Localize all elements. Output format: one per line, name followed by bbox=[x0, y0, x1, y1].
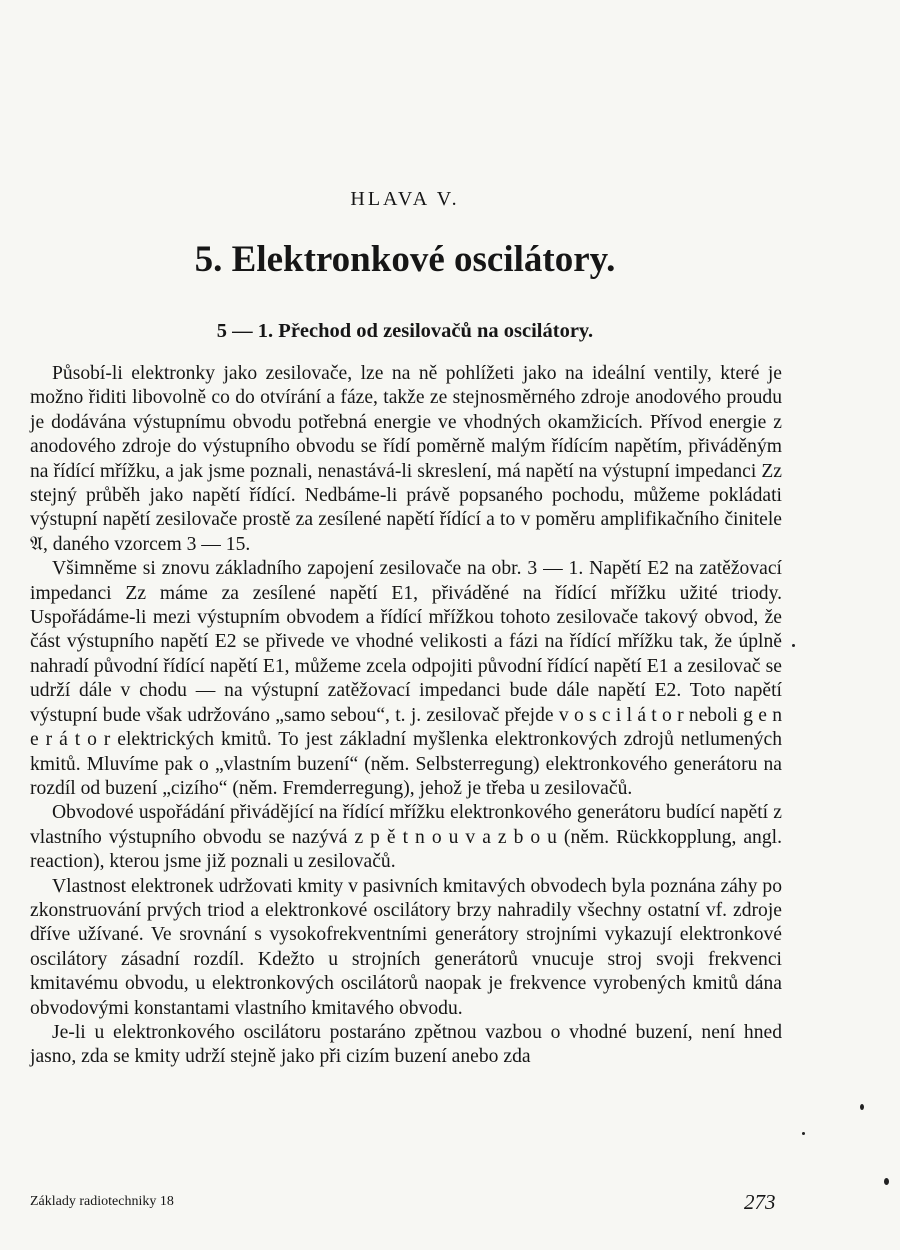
print-speck bbox=[860, 1104, 864, 1110]
chapter-title: 5. Elektronkové oscilátory. bbox=[194, 239, 616, 280]
print-speck bbox=[792, 644, 795, 647]
chapter-heading: HLAVA V. bbox=[350, 188, 460, 210]
paragraph: Vlastnost elektronek udržovati kmity v pasivních kmitavých obvodech byla poznána záhy po zkonstruování prvých triod a elektronkové oscilátory brzy nahradily všechny ostatní vf. zdroje dříve užívané. Ve srovnání s vysokofrekventními generátory strojními vykazují elektronkové oscilátory zásadní rozdíl. Kdežto u strojních generátorů vnucuje stroj svoji frekvenci kmitavému obvodu, u elektronkových oscilátorů naopak je frekvence vyrobených kmitů dána obvodovými konstantami vlastního kmitavého obvodu. bbox=[30, 875, 782, 1019]
print-speck bbox=[802, 1132, 805, 1135]
paragraph: Je-li u elektronkového oscilátoru postaráno zpětnou vazbou o vhodné buzení, není hned jasno, zda se kmity udrží stejně jako při cizím buzení anebo zda bbox=[30, 1021, 782, 1068]
section-heading: 5 — 1. Přechod od zesilovačů na oscilátory. bbox=[216, 320, 594, 342]
body-text bbox=[30, 362, 782, 1070]
paragraph: Obvodové uspořádání přivádějící na řídící mřížku elektronkového generátoru budící napětí z vlastního výstupního obvodu se nazývá z p ě t n o u v a z b o u (něm. Rückkopplung, angl. reaction), kterou jsme již poznali u zesilovačů. bbox=[30, 802, 782, 873]
paragraph: Všimněme si znovu základního zapojení zesilovače na obr. 3 — 1. Napětí E2 na zatěžovací impedanci Zz máme za zesílené napětí E1, přiváděné na řídící mřížku užité triody. Uspořádáme-li mezi výstupním obvodem a řídící mřížkou tohoto zesilovače takový obvod, že část výstupního napětí E2 se přivede ve vhodné velikosti a fázi na řídící mřížku tak, že úplně nahradí původní řídící napětí E1, můžeme zcela odpojiti původní řídící napětí E1 a zesilovač se udrží dále v chodu — na výstupní zatěžovací impedanci bude dále napětí E2. Toto napětí výstupní bude však udržováno „samo sebou“, t. j. zesilovač přejde v o s c i l á t o r neboli g e n e r á t o r elektrických kmitů. To jest základní myšlenka elektronkových zdrojů netlumených kmitů. Mluvíme pak o „vlastním buzení“ (něm. Selbsterregung) elektronkového generátoru na rozdíl od buzení „cizího“ (něm. Fremderregung), jehož je třeba u zesilovačů. bbox=[30, 558, 782, 799]
print-speck bbox=[884, 1178, 889, 1185]
page-number: 273 bbox=[744, 1190, 776, 1214]
footer-signature: Základy radiotechniky 18 bbox=[30, 1194, 174, 1209]
paragraph: Působí-li elektronky jako zesilovače, lze na ně pohlížeti jako na ideální ventily, které je možno řiditi libovolně co do otvírání a fáze, takže ze stejnosměrného zdroje anodového proudu je dodávána výstupnímu obvodu potřebná energie ve vhodných okamžicích. Přívod energie z anodového zdroje do výstupního obvodu se řídí poměrně malým řídícím napětím, přiváděným na řídící mřížku, a jak jsme poznali, nenastává-li skreslení, má napětí na výstupní impedanci Zz stejný průběh jako napětí řídící. Nedbáme-li právě popsaného pochodu, můžeme pokládati výstupní napětí zesilovače prostě za zesílené napětí řídící a to v poměru amplifikačního činitele 𝔄, daného vzorcem 3 — 15. bbox=[30, 363, 782, 555]
